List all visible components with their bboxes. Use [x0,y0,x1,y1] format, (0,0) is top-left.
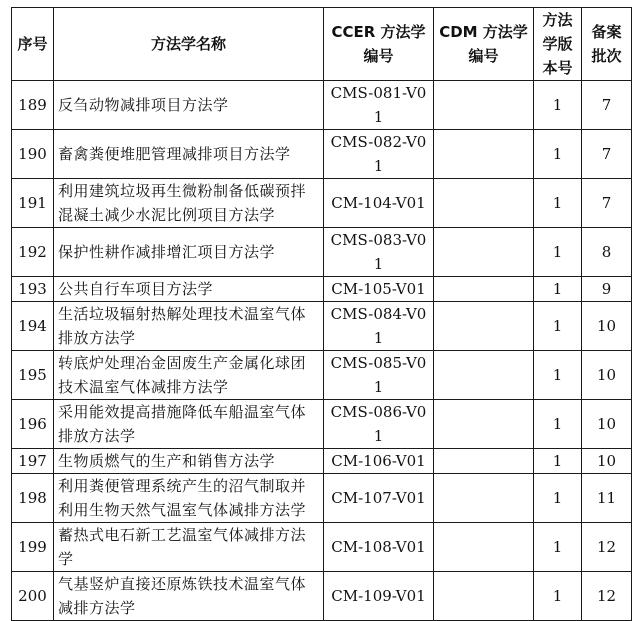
row-ccer: CM-108-V01 [324,523,434,572]
row-num: 196 [12,400,54,449]
row-batch: 12 [582,572,632,621]
table-row [12,277,632,302]
row-cdm [434,179,534,228]
row-ccer: CMS-083-V01 [324,228,434,277]
row-batch: 10 [582,400,632,449]
row-cdm [434,302,534,351]
row-num: 192 [12,228,54,277]
row-cdm [434,400,534,449]
row-batch: 10 [582,302,632,351]
table-row [12,523,632,572]
header-batch: 备案批次 [582,8,632,81]
row-cdm [434,228,534,277]
table-row [12,130,632,179]
row-name: 畜禽粪便堆肥管理减排项目方法学 [54,130,324,179]
methodology-table [11,7,632,621]
table-row [12,400,632,449]
row-ccer: CM-109-V01 [324,572,434,621]
table-row [12,81,632,130]
header-ccer: CCER 方法学编号 [324,8,434,81]
header-version: 方法学版本号 [534,8,582,81]
header-row [12,8,632,81]
table-row [12,302,632,351]
row-num: 197 [12,449,54,474]
row-ccer: CM-106-V01 [324,449,434,474]
row-version: 1 [534,130,582,179]
row-version: 1 [534,523,582,572]
row-ccer: CMS-086-V01 [324,400,434,449]
row-name: 公共自行车项目方法学 [54,277,324,302]
row-batch: 10 [582,449,632,474]
row-batch: 10 [582,351,632,400]
row-name: 利用粪便管理系统产生的沼气制取并利用生物天然气温室气体减排方法学 [54,474,324,523]
header-num: 序号 [12,8,54,81]
row-batch: 9 [582,277,632,302]
row-num: 198 [12,474,54,523]
table-body [12,81,632,621]
row-ccer: CMS-085-V01 [324,351,434,400]
row-num: 195 [12,351,54,400]
row-ccer: CM-104-V01 [324,179,434,228]
row-name: 保护性耕作减排增汇项目方法学 [54,228,324,277]
row-version: 1 [534,400,582,449]
row-batch: 7 [582,130,632,179]
row-cdm [434,130,534,179]
row-cdm [434,449,534,474]
row-ccer: CMS-081-V01 [324,81,434,130]
row-name: 生活垃圾辐射热解处理技术温室气体排放方法学 [54,302,324,351]
row-num: 200 [12,572,54,621]
row-name: 转底炉处理冶金固废生产金属化球团技术温室气体减排方法学 [54,351,324,400]
methodology-table-page [11,7,631,621]
row-batch: 12 [582,523,632,572]
row-num: 190 [12,130,54,179]
row-num: 191 [12,179,54,228]
row-name: 蓄热式电石新工艺温室气体减排方法学 [54,523,324,572]
row-ccer: CMS-082-V01 [324,130,434,179]
row-cdm [434,523,534,572]
row-num: 189 [12,81,54,130]
row-batch: 7 [582,81,632,130]
row-version: 1 [534,302,582,351]
row-name: 反刍动物减排项目方法学 [54,81,324,130]
row-ccer: CMS-084-V01 [324,302,434,351]
table-row [12,474,632,523]
row-batch: 11 [582,474,632,523]
table-row [12,351,632,400]
row-cdm [434,572,534,621]
row-version: 1 [534,351,582,400]
row-cdm [434,474,534,523]
row-name: 生物质燃气的生产和销售方法学 [54,449,324,474]
row-ccer: CM-105-V01 [324,277,434,302]
table-header [12,8,632,81]
row-version: 1 [534,572,582,621]
row-version: 1 [534,179,582,228]
row-name: 气基竖炉直接还原炼铁技术温室气体减排方法学 [54,572,324,621]
row-ccer: CM-107-V01 [324,474,434,523]
row-num: 193 [12,277,54,302]
row-cdm [434,277,534,302]
header-cdm: CDM 方法学编号 [434,8,534,81]
row-cdm [434,81,534,130]
header-name: 方法学名称 [54,8,324,81]
row-num: 194 [12,302,54,351]
row-version: 1 [534,81,582,130]
row-batch: 7 [582,179,632,228]
row-num: 199 [12,523,54,572]
row-version: 1 [534,474,582,523]
row-version: 1 [534,277,582,302]
row-cdm [434,351,534,400]
table-row [12,228,632,277]
row-version: 1 [534,228,582,277]
table-row [12,449,632,474]
row-batch: 8 [582,228,632,277]
row-name: 利用建筑垃圾再生微粉制备低碳预拌混凝土减少水泥比例项目方法学 [54,179,324,228]
table-row [12,179,632,228]
row-name: 采用能效提高措施降低车船温室气体排放方法学 [54,400,324,449]
table-row [12,572,632,621]
row-version: 1 [534,449,582,474]
